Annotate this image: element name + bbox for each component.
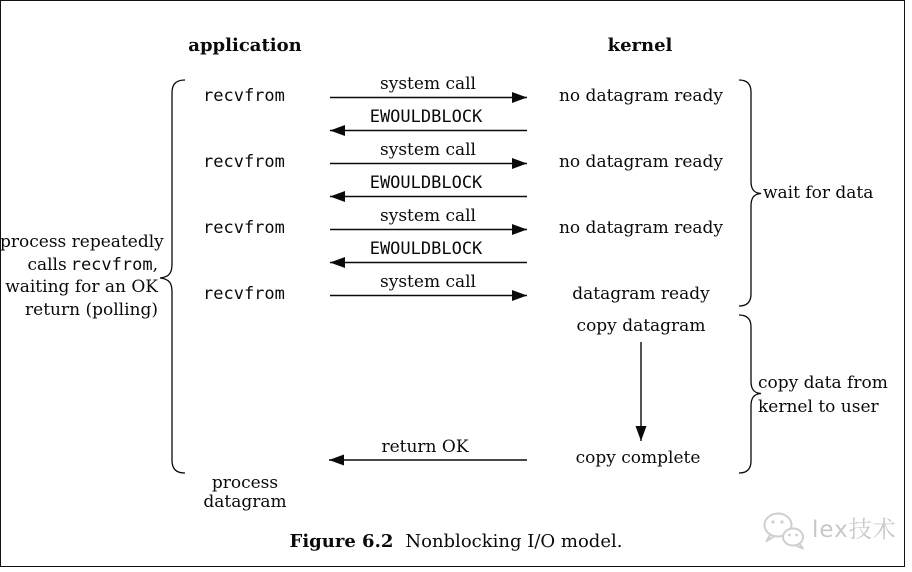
watermark-text: lex技术 [812, 517, 897, 543]
recvfrom-call-3: recvfrom [203, 218, 285, 238]
system-call-label-3: system call [380, 206, 476, 226]
polling-note-line3: waiting for an OK [5, 277, 158, 297]
polling-note-comma: , [152, 254, 158, 275]
figure-caption-title: Nonblocking I/O model. [405, 531, 623, 552]
ewouldblock-label-3: EWOULDBLOCK [369, 239, 483, 259]
polling-note-line2-pre: calls [27, 254, 67, 275]
ewouldblock-label-1: EWOULDBLOCK [369, 107, 483, 127]
process-datagram-label [203, 474, 286, 512]
figure-caption [290, 532, 623, 552]
polling-note-line4: return (polling) [25, 299, 158, 320]
kernel-state-2: no datagram ready [558, 152, 724, 172]
left-brace [160, 80, 185, 473]
kernel-state-1: no datagram ready [558, 86, 724, 106]
process-datagram-line1: process [211, 473, 279, 493]
system-call-label-2: system call [380, 140, 476, 160]
kernel-state-4: datagram ready [572, 284, 710, 304]
copy-data-label-line1: copy data from [758, 373, 888, 393]
process-datagram-line2: datagram [203, 492, 287, 512]
copy-data-label-line2: kernel to user [758, 397, 879, 417]
wait-for-data-brace [739, 80, 761, 306]
application-column-header: application [188, 35, 302, 56]
recvfrom-call-4: recvfrom [203, 284, 285, 304]
kernel-column-header: kernel [607, 35, 673, 56]
figure-caption-number: Figure 6.2 [289, 531, 394, 552]
ewouldblock-label-2: EWOULDBLOCK [369, 173, 483, 193]
polling-note [0, 231, 164, 321]
copy-data-label [758, 371, 888, 419]
polling-note-line1: process repeatedly [0, 232, 164, 252]
system-call-label-4: system call [380, 272, 476, 292]
polling-note-recvfrom: recvfrom [70, 254, 153, 275]
kernel-state-3: no datagram ready [558, 218, 724, 238]
copy-complete-label: copy complete [575, 448, 701, 468]
return-ok-label: return OK [381, 437, 469, 457]
recvfrom-call-2: recvfrom [203, 152, 285, 172]
watermark [760, 510, 897, 550]
recvfrom-call-1: recvfrom [203, 86, 285, 106]
polling-note-line2 [0, 254, 158, 277]
copy-datagram-label: copy datagram [576, 316, 706, 336]
wait-for-data-label: wait for data [763, 183, 874, 203]
wechat-icon [760, 510, 806, 550]
system-call-label-1: system call [380, 74, 476, 94]
